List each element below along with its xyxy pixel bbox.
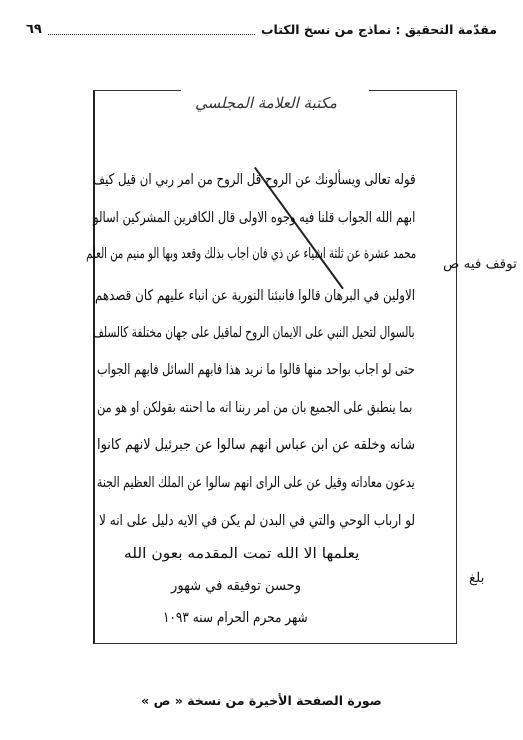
header-title: مقدّمة التحقيق : نماذج من نسخ الكتاب: [260, 21, 497, 37]
manuscript-line: يعلمها الا الله تمت المقدمه بعون الله: [123, 546, 359, 562]
header-dot-leader: [48, 24, 255, 35]
manuscript-line: لو ارباب الوحي والتي في البدن لم يكن في الايه دليل على انه لا: [98, 513, 415, 529]
page-number: ٦٩: [26, 21, 42, 37]
manuscript-line: شانه وخلقه عن ابن عباس انهم سالوا عن جبرئيل لانهم كانوا: [96, 437, 415, 453]
margin-mark: بلغ: [469, 570, 485, 586]
manuscript-line: يدعون معاداته وقيل عن على الراى انهم سالوا عن الملك العظيم الجنة: [97, 475, 415, 491]
page-header: [26, 18, 497, 40]
manuscript-line: ابهم الله الجواب قلنا فيه وجوه الاولى قال الكافرين المشركين اسالو: [92, 210, 415, 226]
margin-note: توقف فيه ص: [443, 256, 517, 272]
library-seal: مكتبة العلامة المجلسي: [195, 94, 337, 112]
frame-top-right-rule: [369, 90, 457, 91]
manuscript-line: محمد عشرة عن ثلثة اشياء عن ذي فان اجاب بذلك وقعد وبها الو منيم من العلم: [85, 246, 416, 262]
manuscript-line: قوله تعالى ويسألونك عن الروح قل الروح من امر ربي ان قيل كيف: [93, 172, 416, 188]
manuscript-line: بالسوال لتحيل النبي على الايمان الروح لماقيل على جهان مختلفة كالسلف: [93, 325, 415, 341]
manuscript-line: شهر محرم الحرام سنه ١٠٩٣: [163, 610, 308, 626]
manuscript-line: حتى لو اجاب بواحد منها قالوا ما نريد هذا فابهم السائل فابهم الجواب: [97, 362, 415, 378]
manuscript-line: بما ينطبق على الجميع بان من امر ربنا انه ما احنته بقولكن او هو من: [96, 400, 412, 416]
manuscript-line: وحسن توفيقه في شهور: [170, 578, 301, 594]
figure-caption: صورة الصفحة الأخيرة من نسخة « ص »: [141, 693, 382, 708]
manuscript-line: الاولين في البرهان قالوا فانبئنا النورية عن انباء عليهم كان قصدهم: [94, 288, 415, 304]
